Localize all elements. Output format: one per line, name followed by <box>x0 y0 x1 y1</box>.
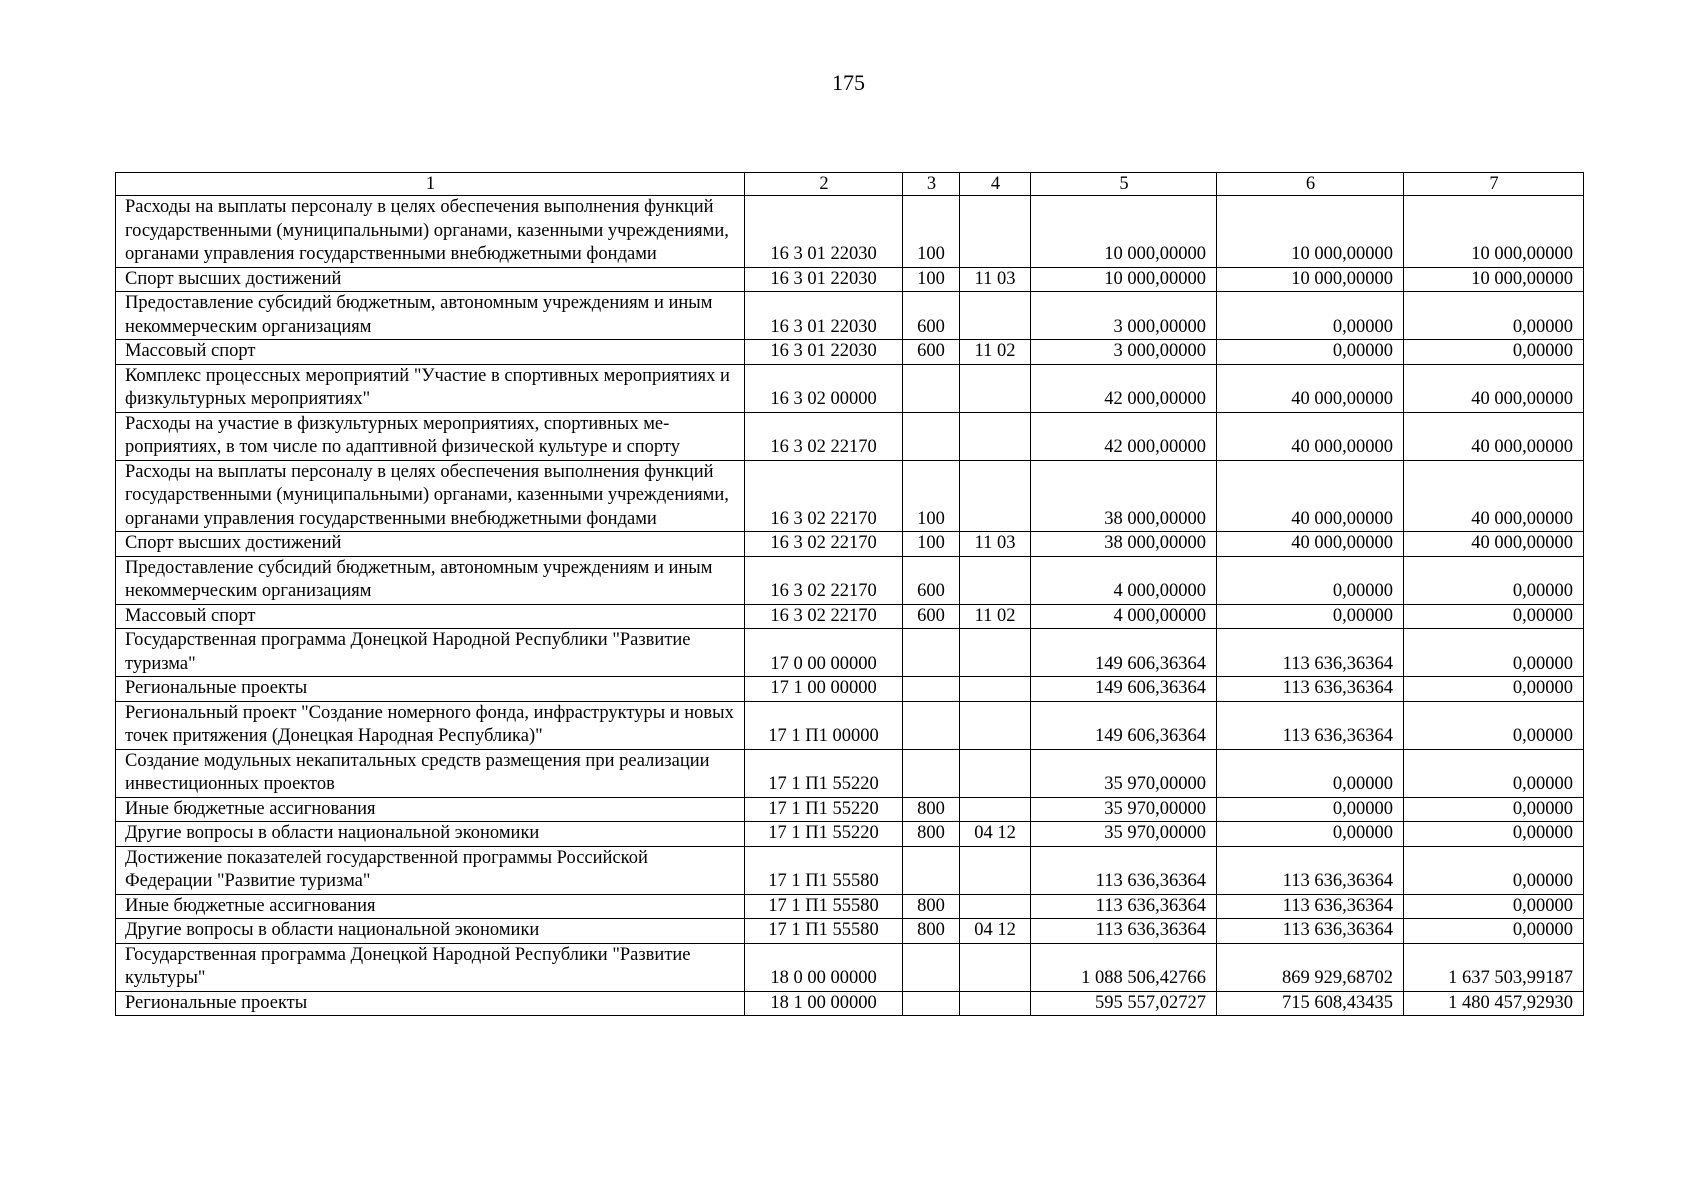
table-row <box>116 822 1584 847</box>
cell-amount-5: 4 000,00000 <box>1031 604 1217 629</box>
table-row <box>116 919 1584 944</box>
cell-expense-type: 100 <box>903 267 960 292</box>
table-row <box>116 412 1584 460</box>
cell-expense-type: 100 <box>903 196 960 268</box>
cell-name: Предоставление субсидий бюджетным, автономным учреждениям и иным некоммерческим организациям <box>116 556 745 604</box>
cell-target-code: 16 3 01 22030 <box>745 340 903 365</box>
cell-name: Предоставление субсидий бюджетным, автономным учреждениям и иным некоммерческим организациям <box>116 292 745 340</box>
cell-amount-6: 113 636,36364 <box>1217 894 1404 919</box>
table-row <box>116 701 1584 749</box>
cell-amount-7: 0,00000 <box>1404 749 1584 797</box>
cell-amount-7: 40 000,00000 <box>1404 532 1584 557</box>
cell-amount-5: 10 000,00000 <box>1031 267 1217 292</box>
cell-target-code: 18 1 00 00000 <box>745 991 903 1016</box>
cell-amount-5: 42 000,00000 <box>1031 364 1217 412</box>
cell-amount-5: 3 000,00000 <box>1031 292 1217 340</box>
cell-section <box>960 943 1031 991</box>
cell-amount-5: 35 970,00000 <box>1031 797 1217 822</box>
cell-amount-7: 0,00000 <box>1404 797 1584 822</box>
cell-name: Государственная программа Донецкой Народной Республики "Развитие культуры" <box>116 943 745 991</box>
cell-section <box>960 460 1031 532</box>
cell-target-code: 17 1 00 00000 <box>745 677 903 702</box>
cell-amount-5: 149 606,36364 <box>1031 629 1217 677</box>
cell-amount-7: 40 000,00000 <box>1404 460 1584 532</box>
cell-amount-5: 35 970,00000 <box>1031 749 1217 797</box>
page-number: 175 <box>832 70 865 95</box>
cell-target-code: 16 3 02 22170 <box>745 460 903 532</box>
cell-section <box>960 991 1031 1016</box>
cell-expense-type <box>903 701 960 749</box>
cell-name: Расходы на выплаты персоналу в целях обеспечения выполнения функций государственными (муниципальными) органами, казенными учреждениями, органами управления государственными внебюджетными фондами <box>116 460 745 532</box>
table-row <box>116 943 1584 991</box>
cell-name: Массовый спорт <box>116 340 745 365</box>
cell-amount-5: 4 000,00000 <box>1031 556 1217 604</box>
cell-section: 11 02 <box>960 604 1031 629</box>
cell-amount-7: 0,00000 <box>1404 822 1584 847</box>
table-row <box>116 894 1584 919</box>
cell-target-code: 17 1 П1 55580 <box>745 846 903 894</box>
cell-expense-type <box>903 846 960 894</box>
cell-amount-6: 40 000,00000 <box>1217 364 1404 412</box>
table-row <box>116 749 1584 797</box>
cell-name: Региональный проект "Создание номерного фонда, инфраструктуры и новых точек притяжения (Донецкая Народная Республика)" <box>116 701 745 749</box>
header-row <box>116 173 1584 196</box>
cell-expense-type: 800 <box>903 894 960 919</box>
cell-target-code: 17 1 П1 55220 <box>745 797 903 822</box>
table-row <box>116 364 1584 412</box>
cell-section <box>960 629 1031 677</box>
cell-target-code: 16 3 02 22170 <box>745 604 903 629</box>
cell-name: Другие вопросы в области национальной экономики <box>116 822 745 847</box>
cell-section <box>960 196 1031 268</box>
cell-amount-7: 0,00000 <box>1404 292 1584 340</box>
cell-amount-5: 38 000,00000 <box>1031 532 1217 557</box>
cell-amount-5: 149 606,36364 <box>1031 677 1217 702</box>
cell-amount-5: 1 088 506,42766 <box>1031 943 1217 991</box>
cell-expense-type: 800 <box>903 919 960 944</box>
cell-target-code: 17 1 П1 55580 <box>745 894 903 919</box>
cell-section <box>960 364 1031 412</box>
cell-name: Иные бюджетные ассигнования <box>116 797 745 822</box>
cell-amount-5: 35 970,00000 <box>1031 822 1217 847</box>
cell-name: Расходы на участие в физкультурных мероприятиях, спортивных мероприятиях, в том числе по адаптивной физической культуре и спорту <box>116 412 745 460</box>
cell-expense-type: 600 <box>903 604 960 629</box>
column-header: 6 <box>1217 173 1404 196</box>
cell-target-code: 16 3 02 00000 <box>745 364 903 412</box>
cell-amount-6: 0,00000 <box>1217 797 1404 822</box>
cell-name: Комплекс процессных мероприятий "Участие в спортивных мероприятиях и физкультурных мероприятиях" <box>116 364 745 412</box>
cell-target-code: 17 1 П1 00000 <box>745 701 903 749</box>
cell-target-code: 16 3 01 22030 <box>745 267 903 292</box>
cell-section: 11 03 <box>960 532 1031 557</box>
table-row <box>116 532 1584 557</box>
cell-expense-type <box>903 677 960 702</box>
cell-amount-7: 1 480 457,92930 <box>1404 991 1584 1016</box>
cell-amount-6: 10 000,00000 <box>1217 196 1404 268</box>
cell-amount-7: 0,00000 <box>1404 604 1584 629</box>
cell-amount-6: 113 636,36364 <box>1217 677 1404 702</box>
cell-target-code: 17 1 П1 55220 <box>745 822 903 847</box>
table-row <box>116 196 1584 268</box>
cell-amount-7: 0,00000 <box>1404 919 1584 944</box>
cell-amount-7: 0,00000 <box>1404 629 1584 677</box>
cell-expense-type <box>903 364 960 412</box>
cell-amount-7: 0,00000 <box>1404 701 1584 749</box>
cell-amount-5: 10 000,00000 <box>1031 196 1217 268</box>
cell-section: 04 12 <box>960 822 1031 847</box>
cell-name: Достижение показателей государственной программы Российской Федерации "Развитие туризма" <box>116 846 745 894</box>
cell-amount-6: 10 000,00000 <box>1217 267 1404 292</box>
cell-amount-5: 42 000,00000 <box>1031 412 1217 460</box>
table-row <box>116 991 1584 1016</box>
cell-amount-6: 40 000,00000 <box>1217 460 1404 532</box>
cell-amount-5: 149 606,36364 <box>1031 701 1217 749</box>
column-header: 2 <box>745 173 903 196</box>
cell-amount-5: 113 636,36364 <box>1031 846 1217 894</box>
cell-amount-7: 1 637 503,99187 <box>1404 943 1584 991</box>
cell-amount-6: 0,00000 <box>1217 749 1404 797</box>
cell-name: Другие вопросы в области национальной экономики <box>116 919 745 944</box>
cell-expense-type: 600 <box>903 340 960 365</box>
table-header <box>116 173 1584 196</box>
table-row <box>116 267 1584 292</box>
cell-expense-type <box>903 991 960 1016</box>
table-row <box>116 629 1584 677</box>
cell-expense-type: 100 <box>903 460 960 532</box>
cell-section <box>960 749 1031 797</box>
cell-amount-7: 40 000,00000 <box>1404 364 1584 412</box>
table-row <box>116 460 1584 532</box>
cell-amount-6: 40 000,00000 <box>1217 532 1404 557</box>
cell-expense-type <box>903 749 960 797</box>
cell-amount-6: 715 608,43435 <box>1217 991 1404 1016</box>
cell-target-code: 16 3 02 22170 <box>745 532 903 557</box>
cell-amount-7: 0,00000 <box>1404 556 1584 604</box>
cell-amount-7: 0,00000 <box>1404 340 1584 365</box>
cell-section <box>960 894 1031 919</box>
cell-section <box>960 556 1031 604</box>
cell-expense-type: 600 <box>903 556 960 604</box>
cell-target-code: 16 3 02 22170 <box>745 412 903 460</box>
cell-amount-6: 113 636,36364 <box>1217 629 1404 677</box>
column-header: 7 <box>1404 173 1584 196</box>
cell-amount-7: 40 000,00000 <box>1404 412 1584 460</box>
cell-section <box>960 412 1031 460</box>
cell-amount-7: 10 000,00000 <box>1404 196 1584 268</box>
cell-expense-type <box>903 412 960 460</box>
cell-expense-type: 100 <box>903 532 960 557</box>
table-row <box>116 292 1584 340</box>
cell-expense-type: 800 <box>903 822 960 847</box>
cell-name: Расходы на выплаты персоналу в целях обеспечения выполнения функций государственными (муниципальными) органами, казенными учреждениями, органами управления государственными внебюджетными фондами <box>116 196 745 268</box>
table-body <box>116 196 1584 1016</box>
cell-target-code: 16 3 01 22030 <box>745 196 903 268</box>
cell-amount-6: 40 000,00000 <box>1217 412 1404 460</box>
column-header: 5 <box>1031 173 1217 196</box>
cell-section <box>960 846 1031 894</box>
cell-amount-7: 0,00000 <box>1404 894 1584 919</box>
cell-amount-6: 0,00000 <box>1217 604 1404 629</box>
cell-target-code: 17 0 00 00000 <box>745 629 903 677</box>
cell-section <box>960 292 1031 340</box>
cell-amount-7: 10 000,00000 <box>1404 267 1584 292</box>
cell-amount-6: 869 929,68702 <box>1217 943 1404 991</box>
cell-amount-7: 0,00000 <box>1404 846 1584 894</box>
table-row <box>116 677 1584 702</box>
cell-section: 04 12 <box>960 919 1031 944</box>
cell-name: Государственная программа Донецкой Народной Республики "Развитие туризма" <box>116 629 745 677</box>
cell-amount-6: 113 636,36364 <box>1217 846 1404 894</box>
column-header: 3 <box>903 173 960 196</box>
cell-target-code: 16 3 01 22030 <box>745 292 903 340</box>
cell-amount-5: 3 000,00000 <box>1031 340 1217 365</box>
cell-name: Спорт высших достижений <box>116 532 745 557</box>
cell-section: 11 03 <box>960 267 1031 292</box>
budget-table <box>115 172 1584 1016</box>
cell-section <box>960 677 1031 702</box>
cell-amount-7: 0,00000 <box>1404 677 1584 702</box>
cell-target-code: 16 3 02 22170 <box>745 556 903 604</box>
cell-amount-5: 595 557,02727 <box>1031 991 1217 1016</box>
cell-target-code: 18 0 00 00000 <box>745 943 903 991</box>
table-row <box>116 604 1584 629</box>
cell-amount-5: 113 636,36364 <box>1031 919 1217 944</box>
column-header: 4 <box>960 173 1031 196</box>
cell-section <box>960 701 1031 749</box>
cell-section <box>960 797 1031 822</box>
table-row <box>116 846 1584 894</box>
cell-amount-6: 113 636,36364 <box>1217 919 1404 944</box>
cell-expense-type <box>903 943 960 991</box>
table-row <box>116 556 1584 604</box>
cell-name: Региональные проекты <box>116 991 745 1016</box>
cell-section: 11 02 <box>960 340 1031 365</box>
cell-amount-6: 0,00000 <box>1217 822 1404 847</box>
cell-amount-6: 0,00000 <box>1217 292 1404 340</box>
cell-amount-5: 38 000,00000 <box>1031 460 1217 532</box>
cell-target-code: 17 1 П1 55220 <box>745 749 903 797</box>
cell-expense-type: 800 <box>903 797 960 822</box>
cell-expense-type: 600 <box>903 292 960 340</box>
cell-name: Региональные проекты <box>116 677 745 702</box>
column-header: 1 <box>116 173 745 196</box>
cell-name: Массовый спорт <box>116 604 745 629</box>
cell-expense-type <box>903 629 960 677</box>
table-row <box>116 797 1584 822</box>
cell-target-code: 17 1 П1 55580 <box>745 919 903 944</box>
cell-amount-6: 0,00000 <box>1217 340 1404 365</box>
cell-amount-5: 113 636,36364 <box>1031 894 1217 919</box>
cell-name: Спорт высших достижений <box>116 267 745 292</box>
cell-name: Создание модульных некапитальных средств размещения при реализации инвестиционных проектов <box>116 749 745 797</box>
cell-name: Иные бюджетные ассигнования <box>116 894 745 919</box>
table-row <box>116 340 1584 365</box>
cell-amount-6: 113 636,36364 <box>1217 701 1404 749</box>
cell-amount-6: 0,00000 <box>1217 556 1404 604</box>
